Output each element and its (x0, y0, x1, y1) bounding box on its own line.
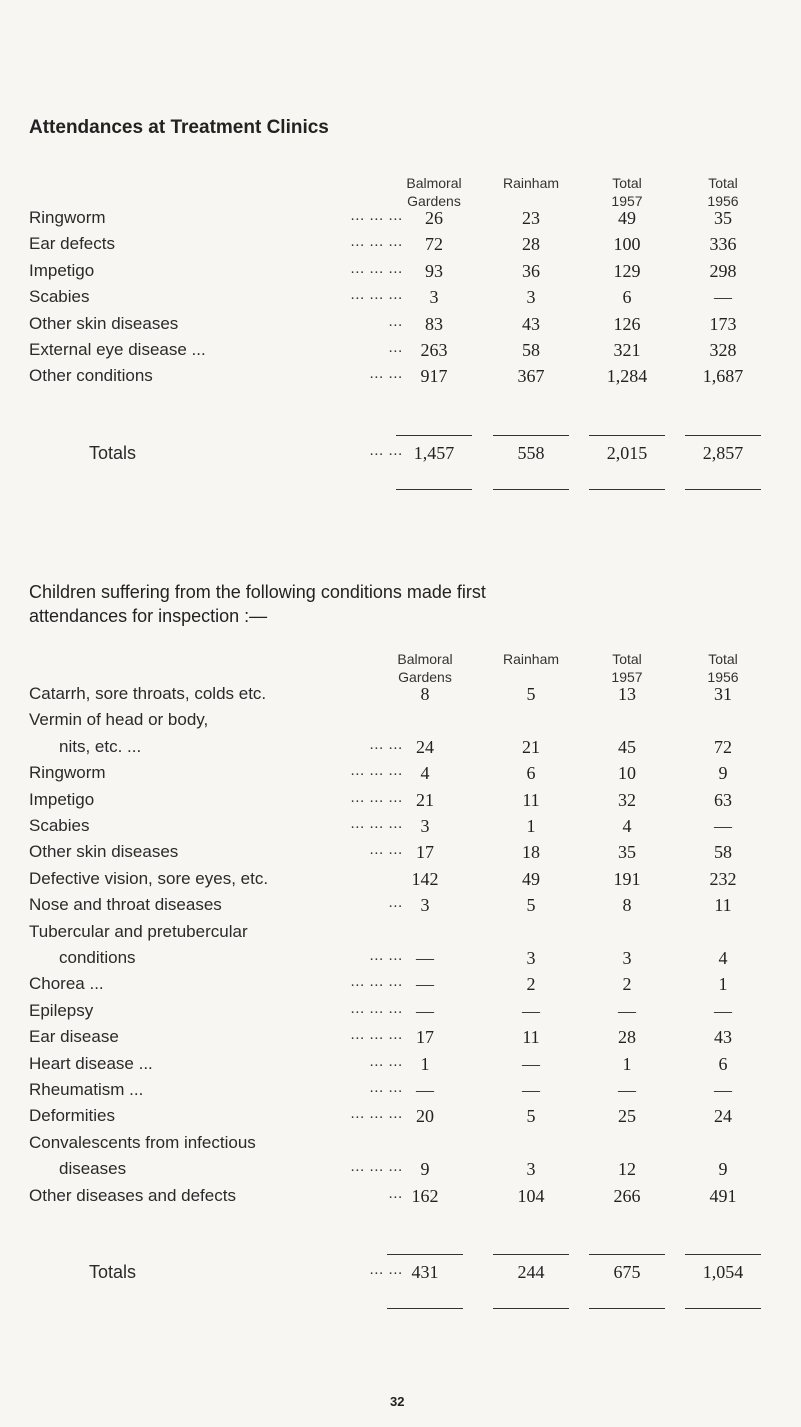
table-row (0, 895, 801, 921)
cell-value: 5 (526, 895, 536, 916)
leader-dots: ... ... ... (350, 763, 403, 780)
leader-dots: ... ... ... (350, 260, 403, 277)
row-label: Impetigo (29, 260, 95, 280)
cell-value: 6 (622, 287, 632, 308)
cell-value: — (416, 1000, 434, 1021)
cell-value: 11 (522, 1027, 540, 1048)
row-label: Scabies (29, 816, 90, 835)
leader-dots: ... ... (369, 736, 403, 753)
leader-dots: ... ... (369, 948, 403, 964)
cell-value: 3 (526, 948, 536, 968)
cell-value: — (522, 1000, 540, 1021)
cell-value: 9 (718, 763, 728, 784)
leader-dots: ... ... ... (350, 208, 403, 224)
total-rule (685, 1254, 761, 1255)
cell-value: 1,054 (702, 1262, 744, 1282)
leader-dots: ... (388, 1185, 403, 1202)
cell-value: 3 (420, 816, 430, 836)
leader-dots: ... ... ... (350, 234, 403, 251)
cell-value: 266 (613, 1185, 641, 1206)
leader-dots: ... ... ... (350, 816, 403, 832)
cell-value: 9 (420, 1159, 430, 1180)
cell-value: 2 (526, 974, 536, 995)
leader-dots: ... (388, 340, 403, 356)
total-rule (685, 489, 761, 490)
cell-value: 36 (522, 260, 540, 281)
cell-value: 367 (517, 366, 545, 387)
cell-value: — (416, 1080, 434, 1100)
total-rule (493, 489, 569, 490)
cell-value: 917 (420, 366, 448, 387)
cell-value: 23 (522, 208, 540, 228)
cell-value: — (522, 1053, 540, 1074)
table-row (0, 314, 801, 340)
total-rule (589, 435, 665, 436)
table-row (0, 922, 801, 948)
cell-value: 26 (425, 208, 443, 228)
cell-value: 58 (714, 842, 732, 863)
cell-value: 4 (420, 763, 430, 784)
leader-dots: ... ... (369, 1080, 403, 1096)
cell-value: 20 (416, 1106, 434, 1127)
cell-value: 2 (622, 974, 632, 995)
cell-value: 3 (429, 287, 439, 308)
cell-value: 21 (522, 736, 540, 757)
row-label: Other skin diseases (29, 313, 179, 333)
cell-value: 17 (416, 1027, 434, 1048)
row-label: Vermin of head or body, (29, 710, 209, 730)
cell-value: 6 (718, 1053, 728, 1074)
cell-value: 8 (420, 684, 430, 704)
cell-value: 336 (709, 234, 737, 255)
cell-value: — (714, 1080, 732, 1100)
cell-value: 18 (522, 842, 540, 863)
table-row (0, 1106, 801, 1132)
cell-value: 491 (709, 1185, 737, 1206)
page-number: 32 (390, 1394, 405, 1409)
row-label: Impetigo (29, 789, 95, 809)
cell-value: 8 (622, 895, 632, 916)
cell-value: 431 (411, 1262, 439, 1282)
cell-value: 6 (526, 763, 536, 784)
cell-value: 32 (618, 789, 636, 810)
column-header: Balmoral Gardens (397, 651, 453, 685)
cell-value: 72 (425, 234, 443, 255)
column-header: Balmoral Gardens (406, 175, 462, 209)
row-label: Scabies (29, 287, 90, 307)
cell-value: 12 (618, 1159, 636, 1180)
cell-value: 126 (613, 313, 641, 334)
cell-value: 162 (411, 1185, 439, 1206)
row-label: Other conditions (29, 366, 153, 386)
leader-dots: ... ... (369, 1053, 403, 1070)
cell-value: 10 (618, 763, 636, 784)
cell-value: 63 (714, 789, 732, 810)
row-label: Ringworm (29, 208, 106, 227)
cell-value: 298 (709, 260, 737, 281)
row-label: Ear defects (29, 234, 115, 254)
total-rule (589, 489, 665, 490)
cell-value: 129 (613, 260, 641, 281)
cell-value: 25 (618, 1106, 636, 1127)
row-label: Nose and throat diseases (29, 895, 222, 915)
row-label: Heart disease ... (29, 1053, 153, 1073)
row-label: External eye disease ... (29, 340, 206, 359)
cell-value: 104 (517, 1185, 545, 1206)
cell-value: 43 (522, 313, 540, 334)
table-row (0, 842, 801, 868)
cell-value: 35 (618, 842, 636, 863)
column-header: Total 1957 (611, 651, 643, 685)
leader-dots: ... ... ... (350, 1106, 403, 1123)
cell-value: 1 (718, 974, 728, 995)
table1-title: Attendances at Treatment Clinics (29, 117, 329, 138)
cell-value: 2,015 (606, 442, 648, 463)
total-rule (396, 489, 472, 490)
cell-value: 11 (522, 789, 540, 810)
row-label: diseases (59, 1159, 127, 1179)
row-label: Catarrh, sore throats, colds etc. (29, 684, 267, 703)
cell-value: 93 (425, 260, 443, 281)
row-label: Chorea ... (29, 974, 104, 994)
cell-value: — (522, 1080, 540, 1100)
totals-row (0, 443, 801, 469)
cell-value: — (416, 974, 434, 995)
column-header: Rainham (502, 175, 560, 191)
leader-dots: ... ... (369, 842, 403, 859)
row-label: Rheumatism ... (29, 1080, 144, 1099)
cell-value: 49 (522, 868, 540, 889)
cell-value: 263 (420, 340, 448, 360)
cell-value: 58 (522, 340, 540, 360)
cell-value: — (416, 948, 434, 968)
cell-value: — (618, 1000, 636, 1021)
cell-value: 43 (714, 1027, 732, 1048)
row-label: Totals (89, 1262, 137, 1282)
table-row (0, 366, 801, 392)
table-row (0, 1186, 801, 1212)
table-row (0, 1054, 801, 1080)
cell-value: 321 (613, 340, 641, 360)
cell-value: 28 (618, 1027, 636, 1048)
leader-dots: ... (388, 313, 403, 330)
row-label: Other diseases and defects (29, 1185, 236, 1205)
cell-value: 3 (526, 287, 536, 308)
table-row (0, 816, 801, 842)
cell-value: 4 (718, 948, 728, 968)
table-row (0, 287, 801, 313)
leader-dots: ... ... ... (350, 1000, 403, 1017)
total-rule (387, 1308, 463, 1309)
row-label: Ringworm (29, 763, 106, 783)
total-rule (589, 1254, 665, 1255)
cell-value: 28 (522, 234, 540, 255)
cell-value: — (714, 1000, 732, 1021)
cell-value: 1,687 (702, 366, 744, 387)
table-row (0, 208, 801, 234)
table-row (0, 737, 801, 763)
intro-paragraph-line2: attendances for inspection :— (29, 606, 268, 626)
cell-value: 1 (526, 816, 536, 836)
column-header: Total 1956 (707, 651, 739, 685)
cell-value: 24 (714, 1106, 732, 1127)
cell-value: 24 (416, 736, 434, 757)
cell-value: 191 (613, 868, 641, 889)
cell-value: 72 (714, 736, 732, 757)
leader-dots: ... ... ... (350, 974, 403, 991)
table-row (0, 1027, 801, 1053)
column-header: Rainham (502, 651, 560, 667)
cell-value: 3 (420, 895, 430, 916)
row-label: Convalescents from infectious (29, 1132, 256, 1152)
cell-value: 5 (526, 684, 536, 704)
table-row (0, 974, 801, 1000)
cell-value: 31 (714, 684, 732, 704)
table-row (0, 234, 801, 260)
cell-value: — (714, 816, 732, 836)
row-label: nits, etc. ... (59, 736, 142, 756)
row-label: Ear disease (29, 1027, 119, 1047)
table-row (0, 1133, 801, 1159)
leader-dots: ... ... (369, 1262, 403, 1278)
leader-dots: ... ... ... (350, 789, 403, 806)
total-rule (589, 1308, 665, 1309)
row-label: Other skin diseases (29, 842, 179, 862)
table-row (0, 684, 801, 710)
cell-value: 675 (613, 1262, 641, 1282)
cell-value: 1,457 (413, 442, 455, 463)
cell-value: 11 (714, 895, 732, 916)
column-header: Total 1957 (611, 175, 643, 209)
leader-dots: ... ... ... (350, 1159, 403, 1176)
total-rule (685, 435, 761, 436)
cell-value: 4 (622, 816, 632, 836)
total-rule (685, 1308, 761, 1309)
total-rule (493, 435, 569, 436)
cell-value: 13 (618, 684, 636, 704)
row-label: Deformities (29, 1106, 115, 1126)
total-rule (493, 1254, 569, 1255)
table-row (0, 1001, 801, 1027)
cell-value: 2,857 (702, 442, 744, 463)
table-row (0, 948, 801, 974)
cell-value: 1 (420, 1053, 430, 1074)
row-label: Defective vision, sore eyes, etc. (29, 868, 269, 888)
table-row (0, 1080, 801, 1106)
cell-value: 328 (709, 340, 737, 360)
table-row (0, 710, 801, 736)
cell-value: — (618, 1080, 636, 1100)
totals-row (0, 1262, 801, 1288)
table-row (0, 790, 801, 816)
cell-value: 45 (618, 736, 636, 757)
row-label: Epilepsy (29, 1000, 94, 1020)
cell-value: 244 (517, 1262, 545, 1282)
total-rule (396, 435, 472, 436)
intro-paragraph-line1: Children suffering from the following conditions made first (29, 582, 486, 602)
cell-value: 100 (613, 234, 641, 255)
total-rule (387, 1254, 463, 1255)
leader-dots: ... ... (369, 366, 403, 383)
cell-value: 3 (622, 948, 632, 968)
cell-value: 21 (416, 789, 434, 810)
table-row (0, 763, 801, 789)
cell-value: 173 (709, 313, 737, 334)
total-rule (493, 1308, 569, 1309)
cell-value: 17 (416, 842, 434, 863)
leader-dots: ... ... ... (350, 1027, 403, 1044)
table-row (0, 1159, 801, 1185)
row-label: Tubercular and pretubercular (29, 921, 248, 941)
cell-value: 1,284 (606, 366, 648, 387)
cell-value: — (714, 287, 732, 308)
leader-dots: ... ... ... (350, 287, 403, 304)
leader-dots: ... ... (369, 442, 403, 459)
cell-value: 1 (622, 1053, 632, 1074)
cell-value: 49 (618, 208, 636, 228)
cell-value: 3 (526, 1159, 536, 1180)
table-row (0, 869, 801, 895)
cell-value: 83 (425, 313, 443, 334)
table-row (0, 261, 801, 287)
cell-value: 35 (714, 208, 732, 228)
row-label: conditions (59, 948, 136, 967)
cell-value: 9 (718, 1159, 728, 1180)
column-header: Total 1956 (707, 175, 739, 209)
cell-value: 558 (517, 442, 545, 463)
cell-value: 5 (526, 1106, 536, 1127)
cell-value: 142 (411, 868, 439, 889)
table-row (0, 340, 801, 366)
leader-dots: ... (388, 895, 403, 912)
cell-value: 232 (709, 868, 737, 889)
row-label: Totals (89, 442, 137, 463)
